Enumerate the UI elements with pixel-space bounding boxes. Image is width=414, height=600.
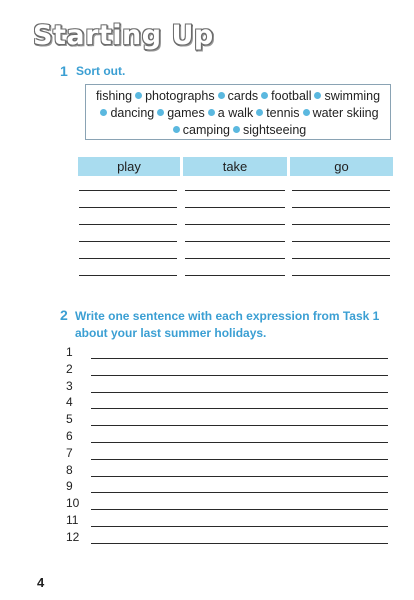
section-heading: Starting Up — [33, 20, 214, 51]
column-header-take: take — [183, 157, 287, 176]
word-item: camping — [182, 123, 230, 137]
line-number: 4 — [66, 395, 73, 410]
answer-line[interactable] — [292, 207, 390, 208]
answer-line[interactable] — [79, 258, 177, 259]
line-number: 11 — [66, 513, 79, 527]
sentence-line[interactable] — [91, 392, 388, 393]
word-item: cards — [227, 89, 259, 103]
answer-line[interactable] — [185, 258, 285, 259]
line-number: 3 — [66, 378, 73, 393]
answer-line[interactable] — [292, 275, 390, 276]
sentence-line[interactable] — [91, 509, 388, 510]
sentence-line[interactable] — [91, 425, 388, 426]
line-number: 5 — [66, 412, 73, 427]
line-number: 7 — [66, 445, 73, 460]
bullet-icon — [100, 109, 107, 116]
line-number: 1 — [66, 345, 73, 359]
word-item: dancing — [110, 106, 155, 120]
bullet-icon — [261, 92, 268, 99]
task-2-instruction-line-1: Write one sentence with each expression from Task 1 — [75, 309, 380, 323]
line-number: 6 — [66, 429, 73, 443]
answer-line[interactable] — [292, 190, 390, 191]
bullet-icon — [256, 109, 263, 116]
bullet-icon — [218, 92, 225, 99]
word-box — [85, 84, 391, 140]
answer-line[interactable] — [185, 241, 285, 242]
bullet-icon — [157, 109, 164, 116]
answer-line[interactable] — [79, 241, 177, 242]
sentence-line[interactable] — [91, 375, 388, 376]
answer-line[interactable] — [292, 258, 390, 259]
task-1-number: 1 — [60, 63, 68, 79]
word-item: tennis — [266, 106, 300, 120]
sentence-line[interactable] — [91, 408, 388, 409]
bullet-icon — [208, 109, 215, 116]
sentence-line[interactable] — [91, 442, 388, 443]
bullet-icon — [135, 92, 142, 99]
answer-line[interactable] — [79, 224, 177, 225]
bullet-icon — [173, 126, 180, 133]
word-item: games — [167, 106, 205, 120]
answer-line[interactable] — [79, 207, 177, 208]
sentence-line[interactable] — [91, 476, 388, 477]
answer-line[interactable] — [185, 224, 285, 225]
sentence-line[interactable] — [91, 543, 388, 544]
word-item: football — [271, 89, 312, 103]
task-2-instruction-line-2: about your last summer holidays. — [75, 326, 267, 340]
bullet-icon — [233, 126, 240, 133]
answer-line[interactable] — [185, 275, 285, 276]
word-item: photographs — [145, 89, 215, 103]
sentence-line[interactable] — [91, 492, 388, 493]
sentence-line[interactable] — [91, 526, 388, 527]
answer-line[interactable] — [79, 190, 177, 191]
word-item: sightseeing — [243, 123, 307, 137]
line-number: 12 — [66, 529, 80, 544]
word-item: swimming — [324, 89, 381, 103]
answer-line[interactable] — [79, 275, 177, 276]
sentence-line[interactable] — [91, 459, 388, 460]
answer-line[interactable] — [185, 190, 285, 191]
word-item: water skiing — [312, 106, 379, 120]
sentence-line[interactable] — [91, 358, 388, 359]
column-header-go: go — [290, 157, 393, 176]
answer-line[interactable] — [185, 207, 285, 208]
line-number: 10 — [66, 496, 80, 511]
task-1-instruction: Sort out. — [76, 64, 126, 78]
word-item: fishing — [95, 89, 133, 103]
line-number: 8 — [66, 462, 73, 477]
task-2-number: 2 — [60, 307, 68, 323]
bullet-icon — [303, 109, 310, 116]
answer-line[interactable] — [292, 224, 390, 225]
column-header-play: play — [78, 157, 180, 176]
page-number: 4 — [37, 575, 45, 590]
answer-line[interactable] — [292, 241, 390, 242]
word-item: a walk — [217, 106, 254, 120]
bullet-icon — [314, 92, 321, 99]
line-number: 2 — [66, 361, 73, 376]
line-number: 9 — [66, 479, 73, 494]
